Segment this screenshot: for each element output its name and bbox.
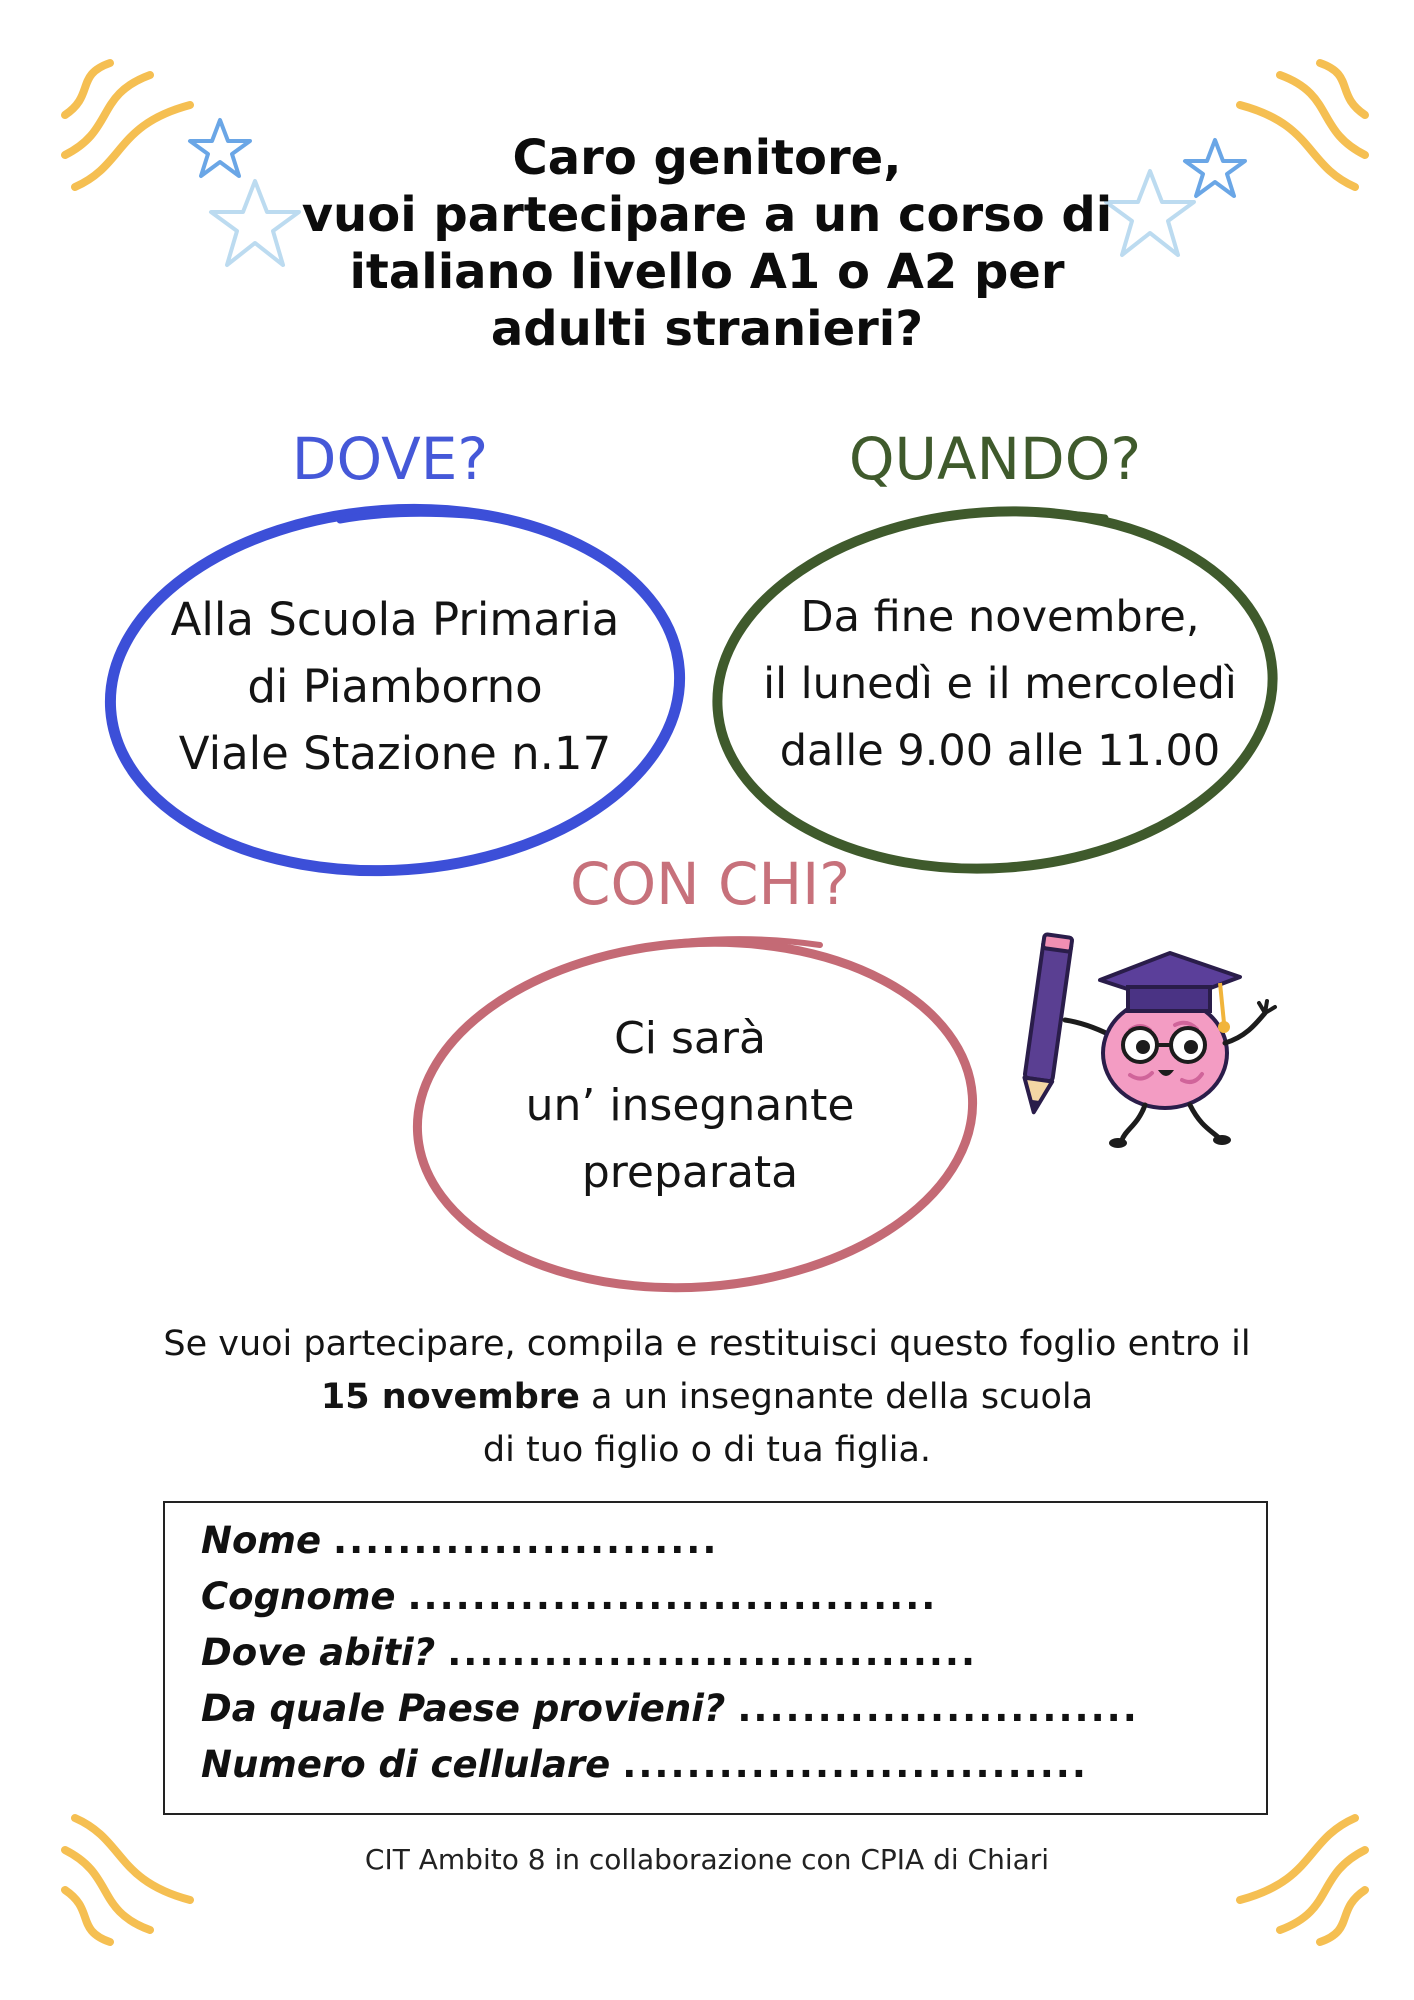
dove-text: [140, 586, 650, 787]
quando-line-1: Da fine novembre,: [800, 592, 1200, 642]
instructions-line-3: di tuo figlio o di tua figlia.: [482, 1430, 932, 1470]
form-dots-nome[interactable]: ........................: [333, 1519, 719, 1562]
form-dots-cognome[interactable]: .................................: [407, 1575, 938, 1618]
quando-title: QUANDO?: [848, 425, 1142, 493]
form-label-cellulare: Numero di cellulare: [201, 1743, 611, 1786]
form-field-nome[interactable]: [201, 1519, 718, 1562]
wave-icon-bottom-right: [1225, 1810, 1375, 1950]
form-field-paese[interactable]: [201, 1687, 1139, 1730]
form-label-nome: Nome: [201, 1519, 322, 1562]
headline: [200, 130, 1214, 358]
instructions: [110, 1318, 1304, 1477]
dove-title: DOVE?: [291, 425, 489, 493]
form-field-dove-abiti[interactable]: [201, 1631, 977, 1674]
wave-icon-top-left: [55, 55, 205, 195]
dove-line-1: Alla Scuola Primaria: [170, 593, 620, 646]
form-label-paese: Da quale Paese provieni?: [201, 1687, 726, 1730]
instructions-line-1: Se vuoi partecipare, compila e restituisci questo foglio entro il: [163, 1324, 1251, 1364]
instructions-line-2: [110, 1371, 1304, 1424]
form-dots-paese[interactable]: .........................: [737, 1687, 1139, 1730]
con-chi-line-1: Ci sarà: [614, 1013, 766, 1064]
headline-line-4: adulti stranieri?: [490, 301, 924, 357]
quando-line-2: il lunedì e il mercoledì: [763, 659, 1237, 709]
registration-form: [163, 1501, 1268, 1815]
brain-mascot-icon: [1010, 925, 1300, 1155]
footer: CIT Ambito 8 in collaborazione con CPIA di Chiari: [364, 1843, 1050, 1876]
quando-text: [720, 584, 1280, 785]
con-chi-line-2: un’ insegnante: [525, 1080, 855, 1131]
headline-line-3: italiano livello A1 o A2 per: [349, 244, 1065, 300]
deadline-date: 15 novembre: [320, 1377, 580, 1417]
form-label-dove-abiti: Dove abiti?: [201, 1631, 436, 1674]
headline-line-1: Caro genitore,: [512, 130, 902, 186]
form-dots-dove-abiti[interactable]: .................................: [447, 1631, 978, 1674]
quando-line-3: dalle 9.00 alle 11.00: [779, 726, 1221, 776]
con-chi-line-3: preparata: [581, 1147, 799, 1198]
instructions-line-2-rest: a un insegnante della scuola: [579, 1377, 1094, 1417]
wave-icon-bottom-left: [55, 1810, 205, 1950]
form-dots-cellulare[interactable]: .............................: [622, 1743, 1088, 1786]
pencil-icon: [1020, 934, 1073, 1114]
con-chi-title: CON CHI?: [570, 850, 850, 918]
dove-line-2: di Piamborno: [247, 660, 543, 713]
form-field-cellulare[interactable]: [201, 1743, 1088, 1786]
form-field-cognome[interactable]: [201, 1575, 937, 1618]
form-label-cognome: Cognome: [201, 1575, 396, 1618]
con-chi-text: [480, 1005, 900, 1206]
dove-line-3: Viale Stazione n.17: [178, 727, 612, 780]
headline-line-2: vuoi partecipare a un corso di: [301, 187, 1113, 243]
